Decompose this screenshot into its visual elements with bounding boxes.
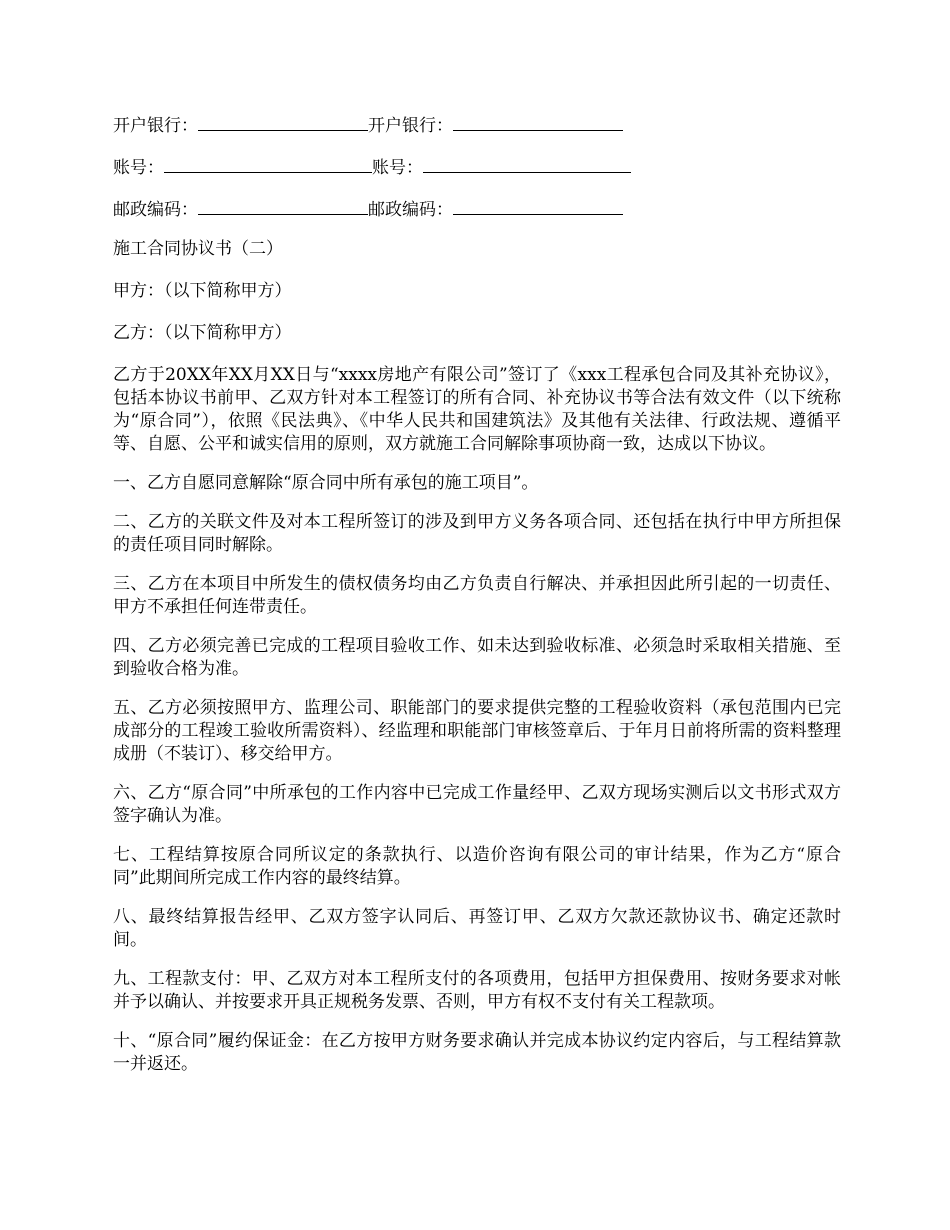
bank-blank-left xyxy=(198,112,368,131)
party-b: 乙方：（以下简称甲方） xyxy=(113,323,292,343)
postal-label-left: 邮政编码： xyxy=(113,200,198,220)
account-row xyxy=(113,154,841,177)
bank-label-right: 开户银行： xyxy=(368,116,453,136)
clause-2: 二、乙方的关联文件及对本工程所签订的涉及到甲方义务各项合同、还包括在执行中甲方所担保的责任项目同时解除。 xyxy=(113,512,841,555)
clause-9: 九、工程款支付：甲、乙双方对本工程所支付的各项费用，包括甲方担保费用、按财务要求对帐并予以确认、并按要求开具正规税务发票、否则，甲方有权不支付有关工程款项。 xyxy=(113,969,841,1012)
bank-blank-right xyxy=(453,112,623,131)
document-title: 施工合同协议书（二） xyxy=(113,239,283,259)
postal-label-right: 邮政编码： xyxy=(368,200,453,220)
clause-10: 十、“原合同”履约保证金：在乙方按甲方财务要求确认并完成本协议约定内容后，与工程结算款一并返还。 xyxy=(113,1031,841,1074)
document-content xyxy=(113,112,841,1092)
clause-1: 一、乙方自愿同意解除“原合同中所有承包的施工项目”。 xyxy=(113,473,539,493)
postal-row xyxy=(113,196,841,219)
postal-blank-left xyxy=(198,196,368,215)
clause-7: 七、工程结算按原合同所议定的条款执行、以造价咨询有限公司的审计结果，作为乙方“原合同”此期间所完成工作内容的最终结算。 xyxy=(113,845,841,888)
clause-4: 四、乙方必须完善已完成的工程项目验收工作、如未达到验收标准、必须急时采取相关措施、至到验收合格为准。 xyxy=(113,636,841,679)
clause-6: 六、乙方“原合同”中所承包的工作内容中已完成工作量经甲、乙双方现场实测后以文书形式双方签字确认为准。 xyxy=(113,783,841,826)
preamble-paragraph: 乙方于20XX年XX月XX日与“xxxx房地产有限公司”签订了《xxx工程承包合同及其补充协议》，包括本协议书前甲、乙双方针对本工程签订的所有合同、补充协议书等合法有效文件（以下统称为“原合同”），依照《民法典》、《中华人民共和国建筑法》及其他有关法律、行政法规、遵循平等、自愿、公平和诚实信用的原则，双方就施工合同解除事项协商一致，达成以下协议。 xyxy=(113,365,841,454)
account-blank-right xyxy=(423,154,631,173)
clause-5: 五、乙方必须按照甲方、监理公司、职能部门的要求提供完整的工程验收资料（承包范围内已完成部分的工程竣工验收所需资料）、经监理和职能部门审核签章后、于年月日前将所需的资料整理成册（不装订）、移交给甲方。 xyxy=(113,698,841,764)
account-blank-left xyxy=(164,154,372,173)
party-a: 甲方：（以下简称甲方） xyxy=(113,281,292,301)
account-label-right: 账号： xyxy=(372,158,423,178)
clause-8: 八、最终结算报告经甲、乙双方签字认同后、再签订甲、乙双方欠款还款协议书、确定还款时间。 xyxy=(113,907,841,950)
bank-row xyxy=(113,112,841,135)
account-label-left: 账号： xyxy=(113,158,164,178)
bank-label-left: 开户银行： xyxy=(113,116,198,136)
postal-blank-right xyxy=(453,196,623,215)
clause-3: 三、乙方在本项目中所发生的债权债务均由乙方负责自行解决、并承担因此所引起的一切责任、甲方不承担任何连带责任。 xyxy=(113,574,841,617)
